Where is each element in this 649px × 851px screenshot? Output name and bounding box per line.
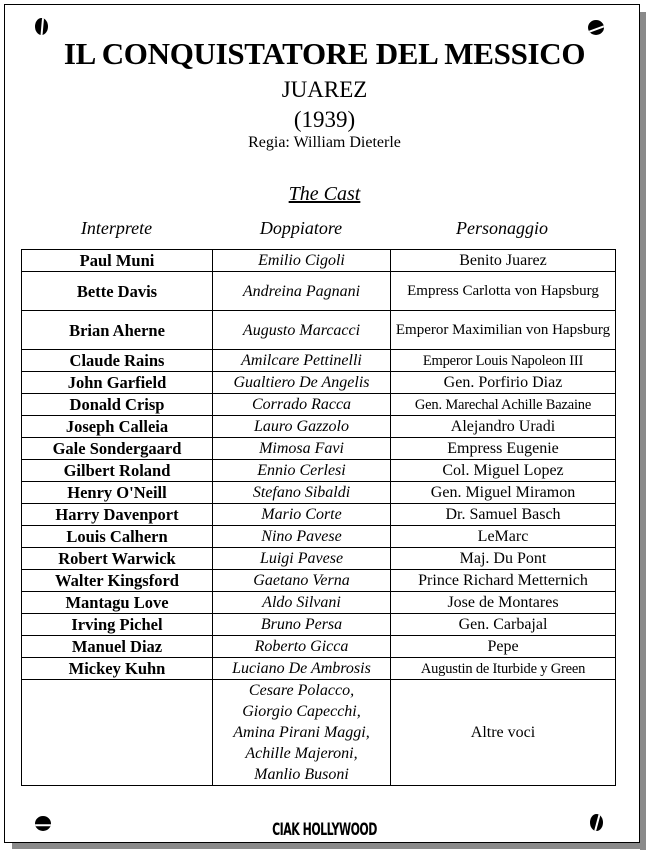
character-cell: Prince Richard Metternich [391, 570, 616, 592]
table-row [22, 250, 616, 272]
actor-cell: John Garfield [22, 372, 213, 394]
character-cell: Gen. Porfirio Diaz [391, 372, 616, 394]
voice-cell: Luigi Pavese [213, 548, 391, 570]
other-voice-name: Manlio Busoni [254, 766, 349, 783]
character-cell: Empress Carlotta von Hapsburg [391, 272, 616, 311]
other-voice-name: Amina Pirani Maggi, [233, 724, 370, 741]
character-cell: LeMarc [391, 526, 616, 548]
actor-cell: Irving Pichel [22, 614, 213, 636]
actor-cell: Brian Aherne [22, 311, 213, 350]
voice-cell: Amilcare Pettinelli [213, 350, 391, 372]
character-cell: Maj. Du Pont [391, 548, 616, 570]
table-row [22, 350, 616, 372]
actor-cell: Manuel Diaz [22, 636, 213, 658]
voice-cell: Gaetano Verna [213, 570, 391, 592]
character-cell: Altre voci [391, 680, 616, 786]
voice-cell: Nino Pavese [213, 526, 391, 548]
voice-cell: Corrado Racca [213, 394, 391, 416]
other-voice-name: Giorgio Capecchi, [242, 703, 361, 720]
other-voices-cell [213, 680, 391, 786]
character-cell: Dr. Samuel Basch [391, 504, 616, 526]
table-row [22, 416, 616, 438]
actor-cell: Joseph Calleia [22, 416, 213, 438]
character-cell: Gen. Miguel Miramon [391, 482, 616, 504]
column-header-actor: Interprete [80, 218, 153, 238]
table-row-other-voices [22, 680, 616, 786]
table-row [22, 548, 616, 570]
other-voice-name: Achille Majeroni, [245, 745, 358, 762]
table-row [22, 658, 616, 680]
actor-cell: Walter Kingsford [22, 570, 213, 592]
other-voice-name: Cesare Polacco, [248, 682, 355, 699]
director: Regia: William Dieterle [248, 134, 401, 151]
table-row [22, 592, 616, 614]
actor-cell: Paul Muni [22, 250, 213, 272]
page-shadow-bottom [12, 843, 646, 849]
voice-cell: Bruno Persa [213, 614, 391, 636]
table-row [22, 438, 616, 460]
table-row [22, 394, 616, 416]
table-row [22, 460, 616, 482]
table-row [22, 614, 616, 636]
actor-cell: Harry Davenport [22, 504, 213, 526]
character-cell: Empress Eugenie [391, 438, 616, 460]
voice-cell: Augusto Marcacci [213, 311, 391, 350]
actor-cell: Robert Warwick [22, 548, 213, 570]
character-cell: Jose de Montares [391, 592, 616, 614]
voice-cell: Luciano De Ambrosis [213, 658, 391, 680]
character-cell: Augustin de Iturbide y Green [391, 658, 616, 680]
voice-cell: Gualtiero De Angelis [213, 372, 391, 394]
voice-cell: Ennio Cerlesi [213, 460, 391, 482]
actor-cell: Mantagu Love [22, 592, 213, 614]
table-row [22, 482, 616, 504]
cast-heading [0, 181, 649, 207]
table-row [22, 570, 616, 592]
voice-cell: Lauro Gazzolo [213, 416, 391, 438]
table-row [22, 311, 616, 350]
cast-heading-text: The Cast [288, 183, 361, 205]
character-cell: Pepe [391, 636, 616, 658]
actor-cell: Gale Sondergaard [22, 438, 213, 460]
actor-cell: Donald Crisp [22, 394, 213, 416]
character-cell: Alejandro Uradi [391, 416, 616, 438]
actor-cell: Claude Rains [22, 350, 213, 372]
actor-cell: Mickey Kuhn [22, 658, 213, 680]
voice-cell: Andreina Pagnani [213, 272, 391, 311]
character-cell: Emperor Louis Napoleon III [391, 350, 616, 372]
character-cell: Col. Miguel Lopez [391, 460, 616, 482]
voice-cell: Mimosa Favi [213, 438, 391, 460]
table-row [22, 636, 616, 658]
character-cell: Gen. Marechal Achille Bazaine [391, 394, 616, 416]
voice-cell: Aldo Silvani [213, 592, 391, 614]
character-cell: Gen. Carbajal [391, 614, 616, 636]
actor-cell: Louis Calhern [22, 526, 213, 548]
voice-cell: Roberto Gicca [213, 636, 391, 658]
original-title: JUAREZ [281, 77, 368, 102]
voice-cell: Stefano Sibaldi [213, 482, 391, 504]
actor-cell: Bette Davis [22, 272, 213, 311]
cast-table [21, 249, 616, 786]
character-cell: Benito Juarez [391, 250, 616, 272]
page-title: IL CONQUISTATORE DEL MESSICO [63, 36, 586, 71]
table-row [22, 504, 616, 526]
actor-cell: Gilbert Roland [22, 460, 213, 482]
voice-cell: Emilio Cigoli [213, 250, 391, 272]
character-cell: Emperor Maximilian von Hapsburg [391, 311, 616, 350]
table-row [22, 372, 616, 394]
ciak-hollywood-logo: CIAK HOLLYWOOD [272, 820, 377, 840]
screw-icon [35, 18, 48, 35]
release-year: (1939) [293, 107, 356, 132]
actor-cell [22, 680, 213, 786]
column-header-character: Personaggio [456, 218, 548, 238]
actor-cell: Henry O'Neill [22, 482, 213, 504]
table-row [22, 526, 616, 548]
voice-cell: Mario Corte [213, 504, 391, 526]
table-row [22, 272, 616, 311]
column-header-voice: Doppiatore [259, 218, 343, 238]
screw-icon [588, 20, 604, 35]
